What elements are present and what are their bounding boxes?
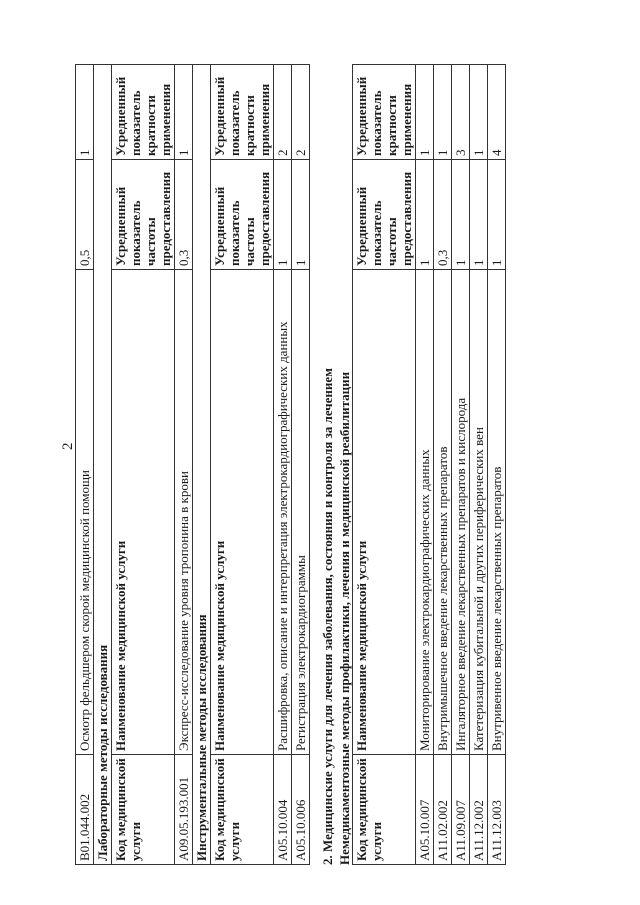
table-row [470,65,488,865]
cell-name: Катетеризация кубитальной и других периферических вен [470,270,488,755]
cell-freq: 1 [416,160,434,270]
header-code: Код медицинской услуги [353,755,416,865]
header-name: Наименование медицинской услуги [353,270,416,755]
cell-freq: 1 [488,160,506,270]
table-diagnostics [75,64,310,865]
cell-name: Расшифровка, описание и интерпретация электрокардиографических данных [274,270,292,755]
cell-code: A11.02.002 [434,755,452,865]
header-row [353,65,416,865]
cell-mult: 1 [470,65,488,160]
table-row [452,65,470,865]
cell-mult: 1 [434,65,452,160]
cell-mult: 3 [452,65,470,160]
cell-freq: 0,3 [434,160,452,270]
section-row [193,65,211,865]
cell-code: A05.10.007 [416,755,434,865]
header-freq: Усредненный показатель частоты предоставления [112,160,175,270]
header-mult: Усредненный показатель кратности применения [112,65,175,160]
header-freq: Усредненный показатель частоты предоставления [211,160,274,270]
cell-name: Мониторирование электрокардиографических данных [416,270,434,755]
cell-freq: 0,3 [175,160,193,270]
cell-freq: 0,5 [76,160,94,270]
section-row [94,65,112,865]
part2-subtitle: Немедикаментозные методы профилактики, лечения и медицинской реабилитации [337,371,352,865]
section-title-lab: Лабораторные методы исследования [94,65,112,865]
cell-name: Осмотр фельдшером скорой медицинской помощи [76,270,94,755]
cell-code: A05.10.006 [292,755,310,865]
cell-name: Внутримышечное введение лекарственных препаратов [434,270,452,755]
header-row [112,65,175,865]
cell-mult: 1 [175,65,193,160]
header-code: Код медицинской услуги [112,755,175,865]
cell-code: B01.044.002 [76,755,94,865]
header-mult: Усредненный показатель кратности применения [211,65,274,160]
table-treatment [352,64,506,865]
cell-mult: 1 [416,65,434,160]
cell-freq: 1 [292,160,310,270]
cell-freq: 1 [470,160,488,270]
table-row [274,65,292,865]
table-row [175,65,193,865]
cell-code: A11.09.007 [452,755,470,865]
table-row [488,65,506,865]
cell-code: A11.12.002 [470,755,488,865]
cell-freq: 1 [452,160,470,270]
header-name: Наименование медицинской услуги [112,270,175,755]
cell-name: Регистрация электрокардиограммы [292,270,310,755]
header-row [211,65,274,865]
table-row [292,65,310,865]
cell-name: Экспресс-исследование уровня тропонина в крови [175,270,193,755]
header-name: Наименование медицинской услуги [211,270,274,755]
cell-name: Внутривенное введение лекарственных препаратов [488,270,506,755]
cell-mult: 2 [274,65,292,160]
cell-mult: 2 [292,65,310,160]
section-title-instr: Инструментальные методы исследования [193,65,211,865]
cell-code: A09.05.193.001 [175,755,193,865]
header-mult: Усредненный показатель кратности применения [353,65,416,160]
page-number: 2 [60,442,76,450]
cell-mult: 1 [76,65,94,160]
header-freq: Усредненный показатель частоты предоставления [353,160,416,270]
header-code: Код медицинской услуги [211,755,274,865]
cell-code: A05.10.004 [274,755,292,865]
table-row [416,65,434,865]
cell-freq: 1 [274,160,292,270]
cell-mult: 4 [488,65,506,160]
cell-code: A11.12.003 [488,755,506,865]
document-content [75,65,506,865]
cell-name: Ингаляторное введение лекарственных препаратов и кислорода [452,270,470,755]
part2-title: 2. Медицинские услуги для лечения заболевания, состояния и контроля за лечением [320,367,335,865]
table-row [434,65,452,865]
table-row [76,65,94,865]
